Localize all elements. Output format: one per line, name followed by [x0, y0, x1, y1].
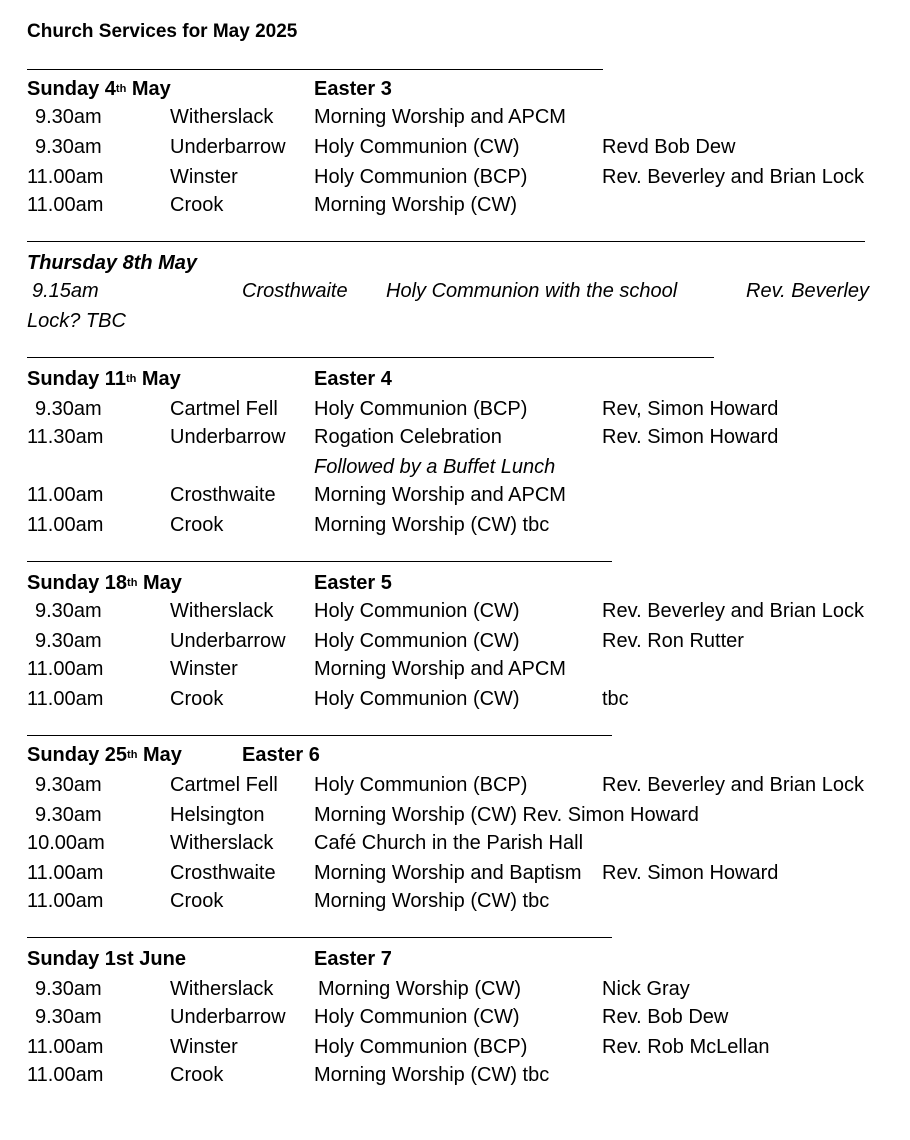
service-type: Holy Communion (BCP): [314, 166, 528, 188]
service-time: 9.30am: [35, 1006, 102, 1028]
service-type: Holy Communion (CW): [314, 1006, 520, 1028]
service-place: Crosthwaite: [242, 280, 348, 302]
service-type: Holy Communion (CW): [314, 600, 520, 622]
service-time: 9.30am: [35, 398, 102, 420]
service-place: Crook: [170, 514, 224, 536]
service-time: 11.00am: [27, 166, 104, 188]
service-minister: Nick Gray: [602, 978, 690, 1000]
section-week-label: Easter 5: [314, 572, 392, 594]
service-type: Morning Worship (CW) tbc: [314, 514, 550, 536]
service-place: Helsington: [170, 804, 265, 826]
service-place: Underbarrow: [170, 136, 286, 158]
service-time: 9.30am: [35, 774, 102, 796]
section-divider: [27, 357, 714, 358]
section-week-label: Easter 4: [314, 368, 392, 390]
section-day-heading: Sunday 25th May: [27, 744, 182, 766]
service-place: Witherslack: [170, 832, 274, 854]
section-divider: [27, 937, 612, 938]
service-note: Followed by a Buffet Lunch: [314, 456, 556, 478]
service-time: 9.30am: [35, 978, 102, 1000]
service-time: 10.00am: [27, 832, 105, 854]
section-day-heading: Sunday 11th May: [27, 368, 181, 390]
service-time: 11.00am: [27, 484, 104, 506]
service-place: Winster: [170, 1036, 238, 1058]
section-day-heading: Sunday 18th May: [27, 572, 182, 594]
service-time: 11.00am: [27, 1064, 104, 1086]
section-week-label: Easter 3: [314, 78, 392, 100]
service-place: Cartmel Fell: [170, 398, 278, 420]
service-type: Holy Communion (BCP): [314, 1036, 528, 1058]
service-type: Holy Communion (CW): [314, 136, 520, 158]
service-time: 9.30am: [35, 600, 102, 622]
service-place: Crook: [170, 890, 224, 912]
service-place: Underbarrow: [170, 426, 286, 448]
service-type: Morning Worship and APCM: [314, 106, 566, 128]
service-place: Witherslack: [170, 978, 274, 1000]
service-type: Morning Worship (CW): [318, 978, 521, 1000]
service-time: 9.30am: [35, 630, 102, 652]
service-minister: Rev, Simon Howard: [602, 398, 779, 420]
service-type: Holy Communion (BCP): [314, 774, 528, 796]
service-time: 11.00am: [27, 890, 104, 912]
section-divider: [27, 241, 865, 242]
service-time: 9.30am: [35, 106, 102, 128]
service-minister: Rev. Ron Rutter: [602, 630, 744, 652]
service-type: Holy Communion (CW): [314, 688, 520, 710]
service-type: Holy Communion (BCP): [314, 398, 528, 420]
service-minister: Rev. Bob Dew: [602, 1006, 729, 1028]
service-place: Crook: [170, 688, 224, 710]
service-minister: Rev. Beverley and Brian Lock: [602, 166, 864, 188]
service-type: Morning Worship and Baptism: [314, 862, 582, 884]
service-time: 11.00am: [27, 1036, 104, 1058]
service-place: Crosthwaite: [170, 862, 276, 884]
service-type: Morning Worship (CW): [314, 194, 517, 216]
service-minister-continued: Lock? TBC: [27, 310, 126, 332]
service-type: Morning Worship and APCM: [314, 658, 566, 680]
service-place: Cartmel Fell: [170, 774, 278, 796]
section-day-heading: Thursday 8th May: [27, 252, 198, 274]
service-place: Winster: [170, 658, 238, 680]
service-place: Underbarrow: [170, 630, 286, 652]
service-time: 9.30am: [35, 804, 102, 826]
section-divider: [27, 561, 612, 562]
service-place: Witherslack: [170, 600, 274, 622]
service-minister: Rev. Beverley: [746, 280, 870, 302]
service-type: Morning Worship (CW) tbc: [314, 1064, 550, 1086]
service-place: Witherslack: [170, 106, 274, 128]
service-type: Morning Worship (CW) tbc: [314, 890, 550, 912]
service-time: 9.30am: [35, 136, 102, 158]
service-time: 11.00am: [27, 194, 104, 216]
service-place: Crook: [170, 194, 224, 216]
service-minister: Rev. Simon Howard: [602, 426, 779, 448]
service-time: 9.15am: [32, 280, 99, 302]
section-day-heading: Sunday 1st June: [27, 948, 186, 970]
service-minister: Rev. Beverley and Brian Lock: [602, 774, 864, 796]
service-minister: Revd Bob Dew: [602, 136, 736, 158]
service-time: 11.00am: [27, 862, 104, 884]
service-minister: Rev. Rob McLellan: [602, 1036, 770, 1058]
section-divider: [27, 735, 612, 736]
service-minister: Rev. Simon Howard: [602, 862, 779, 884]
section-week-label: Easter 7: [314, 948, 392, 970]
service-place: Winster: [170, 166, 238, 188]
service-place: Crosthwaite: [170, 484, 276, 506]
section-divider: [27, 69, 603, 70]
service-type: Morning Worship and APCM: [314, 484, 566, 506]
service-type: Holy Communion (CW): [314, 630, 520, 652]
service-type: Morning Worship (CW) Rev. Simon Howard: [314, 804, 699, 826]
service-time: 11.00am: [27, 688, 104, 710]
service-time: 11.30am: [27, 426, 104, 448]
service-minister: Rev. Beverley and Brian Lock: [602, 600, 864, 622]
service-minister: tbc: [602, 688, 629, 710]
service-type: Holy Communion with the school: [386, 280, 678, 302]
service-place: Crook: [170, 1064, 224, 1086]
page-title: Church Services for May 2025: [27, 21, 298, 42]
section-day-heading: Sunday 4th May: [27, 78, 171, 100]
service-time: 11.00am: [27, 658, 104, 680]
service-type: Café Church in the Parish Hall: [314, 832, 584, 854]
service-time: 11.00am: [27, 514, 104, 536]
section-week-label: Easter 6: [242, 744, 320, 766]
service-type: Rogation Celebration: [314, 426, 502, 448]
service-place: Underbarrow: [170, 1006, 286, 1028]
